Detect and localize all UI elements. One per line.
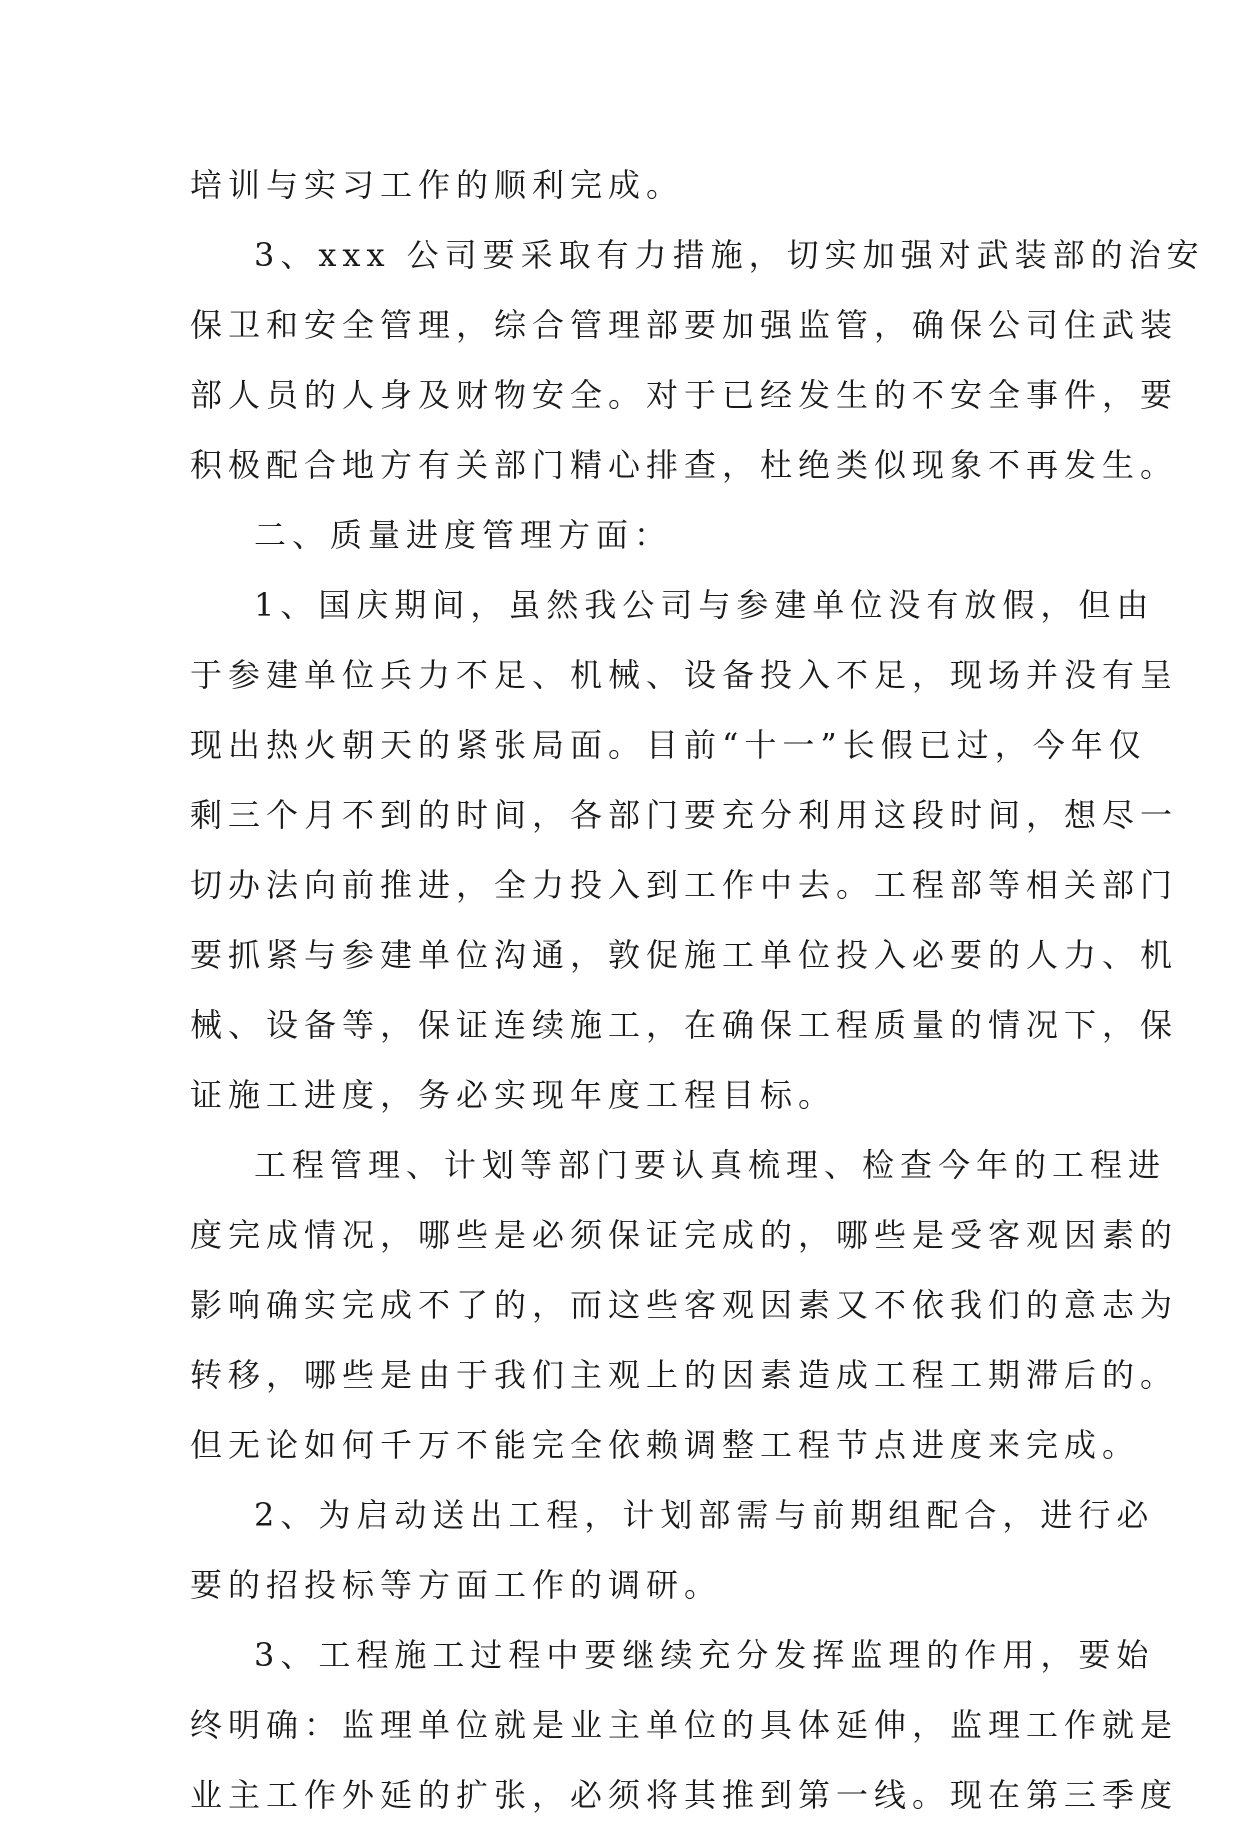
text-line: 工程管理、计划等部门要认真梳理、检查今年的工程进 — [254, 1146, 1167, 1184]
text-line: 械、设备等，保证连续施工，在确保工程质量的情况下，保 — [190, 1006, 1179, 1044]
text-line: 剩三个月不到的时间，各部门要充分利用这段时间，想尽一 — [190, 796, 1179, 834]
text-line: 3、工程施工过程中要继续充分发挥监理的作用，要始 — [254, 1636, 1155, 1674]
text-line: 培训与实习工作的顺利完成。 — [190, 166, 685, 204]
text-line: 影响确实完成不了的，而这些客观因素又不依我们的意志为 — [190, 1286, 1179, 1324]
text-line: 终明确：监理单位就是业主单位的具体延伸，监理工作就是 — [190, 1706, 1179, 1744]
text-line: 1、国庆期间，虽然我公司与参建单位没有放假，但由 — [254, 586, 1155, 624]
text-line: 证施工进度，务必实现年度工程目标。 — [190, 1076, 837, 1114]
text-line: 3、xxx 公司要采取有力措施，切实加强对武装部的治安 — [254, 236, 1205, 274]
text-line: 转移，哪些是由于我们主观上的因素造成工程工期滞后的。 — [190, 1356, 1179, 1394]
text-line: 切办法向前推进，全力投入到工作中去。工程部等相关部门 — [190, 866, 1179, 904]
document-body — [190, 150, 1205, 1830]
text-line: 部人员的人身及财物安全。对于已经发生的不安全事件，要 — [190, 376, 1179, 414]
text-line: 现出热火朝天的紧张局面。目前“十一”长假已过，今年仅 — [190, 726, 1147, 764]
text-line: 积极配合地方有关部门精心排查，杜绝类似现象不再发生。 — [190, 446, 1179, 484]
text-line: 要的招投标等方面工作的调研。 — [190, 1566, 723, 1604]
text-line: 2、为启动送出工程，计划部需与前期组配合，进行必 — [254, 1496, 1155, 1534]
text-line: 保卫和安全管理，综合管理部要加强监管，确保公司住武装 — [190, 306, 1179, 344]
text-line: 度完成情况，哪些是必须保证完成的，哪些是受客观因素的 — [190, 1216, 1179, 1254]
text-line: 业主工作外延的扩张，必须将其推到第一线。现在第三季度 — [190, 1776, 1179, 1814]
text-line: 于参建单位兵力不足、机械、设备投入不足，现场并没有呈 — [190, 656, 1179, 694]
section-heading: 二、质量进度管理方面： — [254, 516, 673, 554]
text-line: 要抓紧与参建单位沟通，敦促施工单位投入必要的人力、机 — [190, 936, 1179, 974]
text-line: 但无论如何千万不能完全依赖调整工程节点进度来完成。 — [190, 1426, 1141, 1464]
